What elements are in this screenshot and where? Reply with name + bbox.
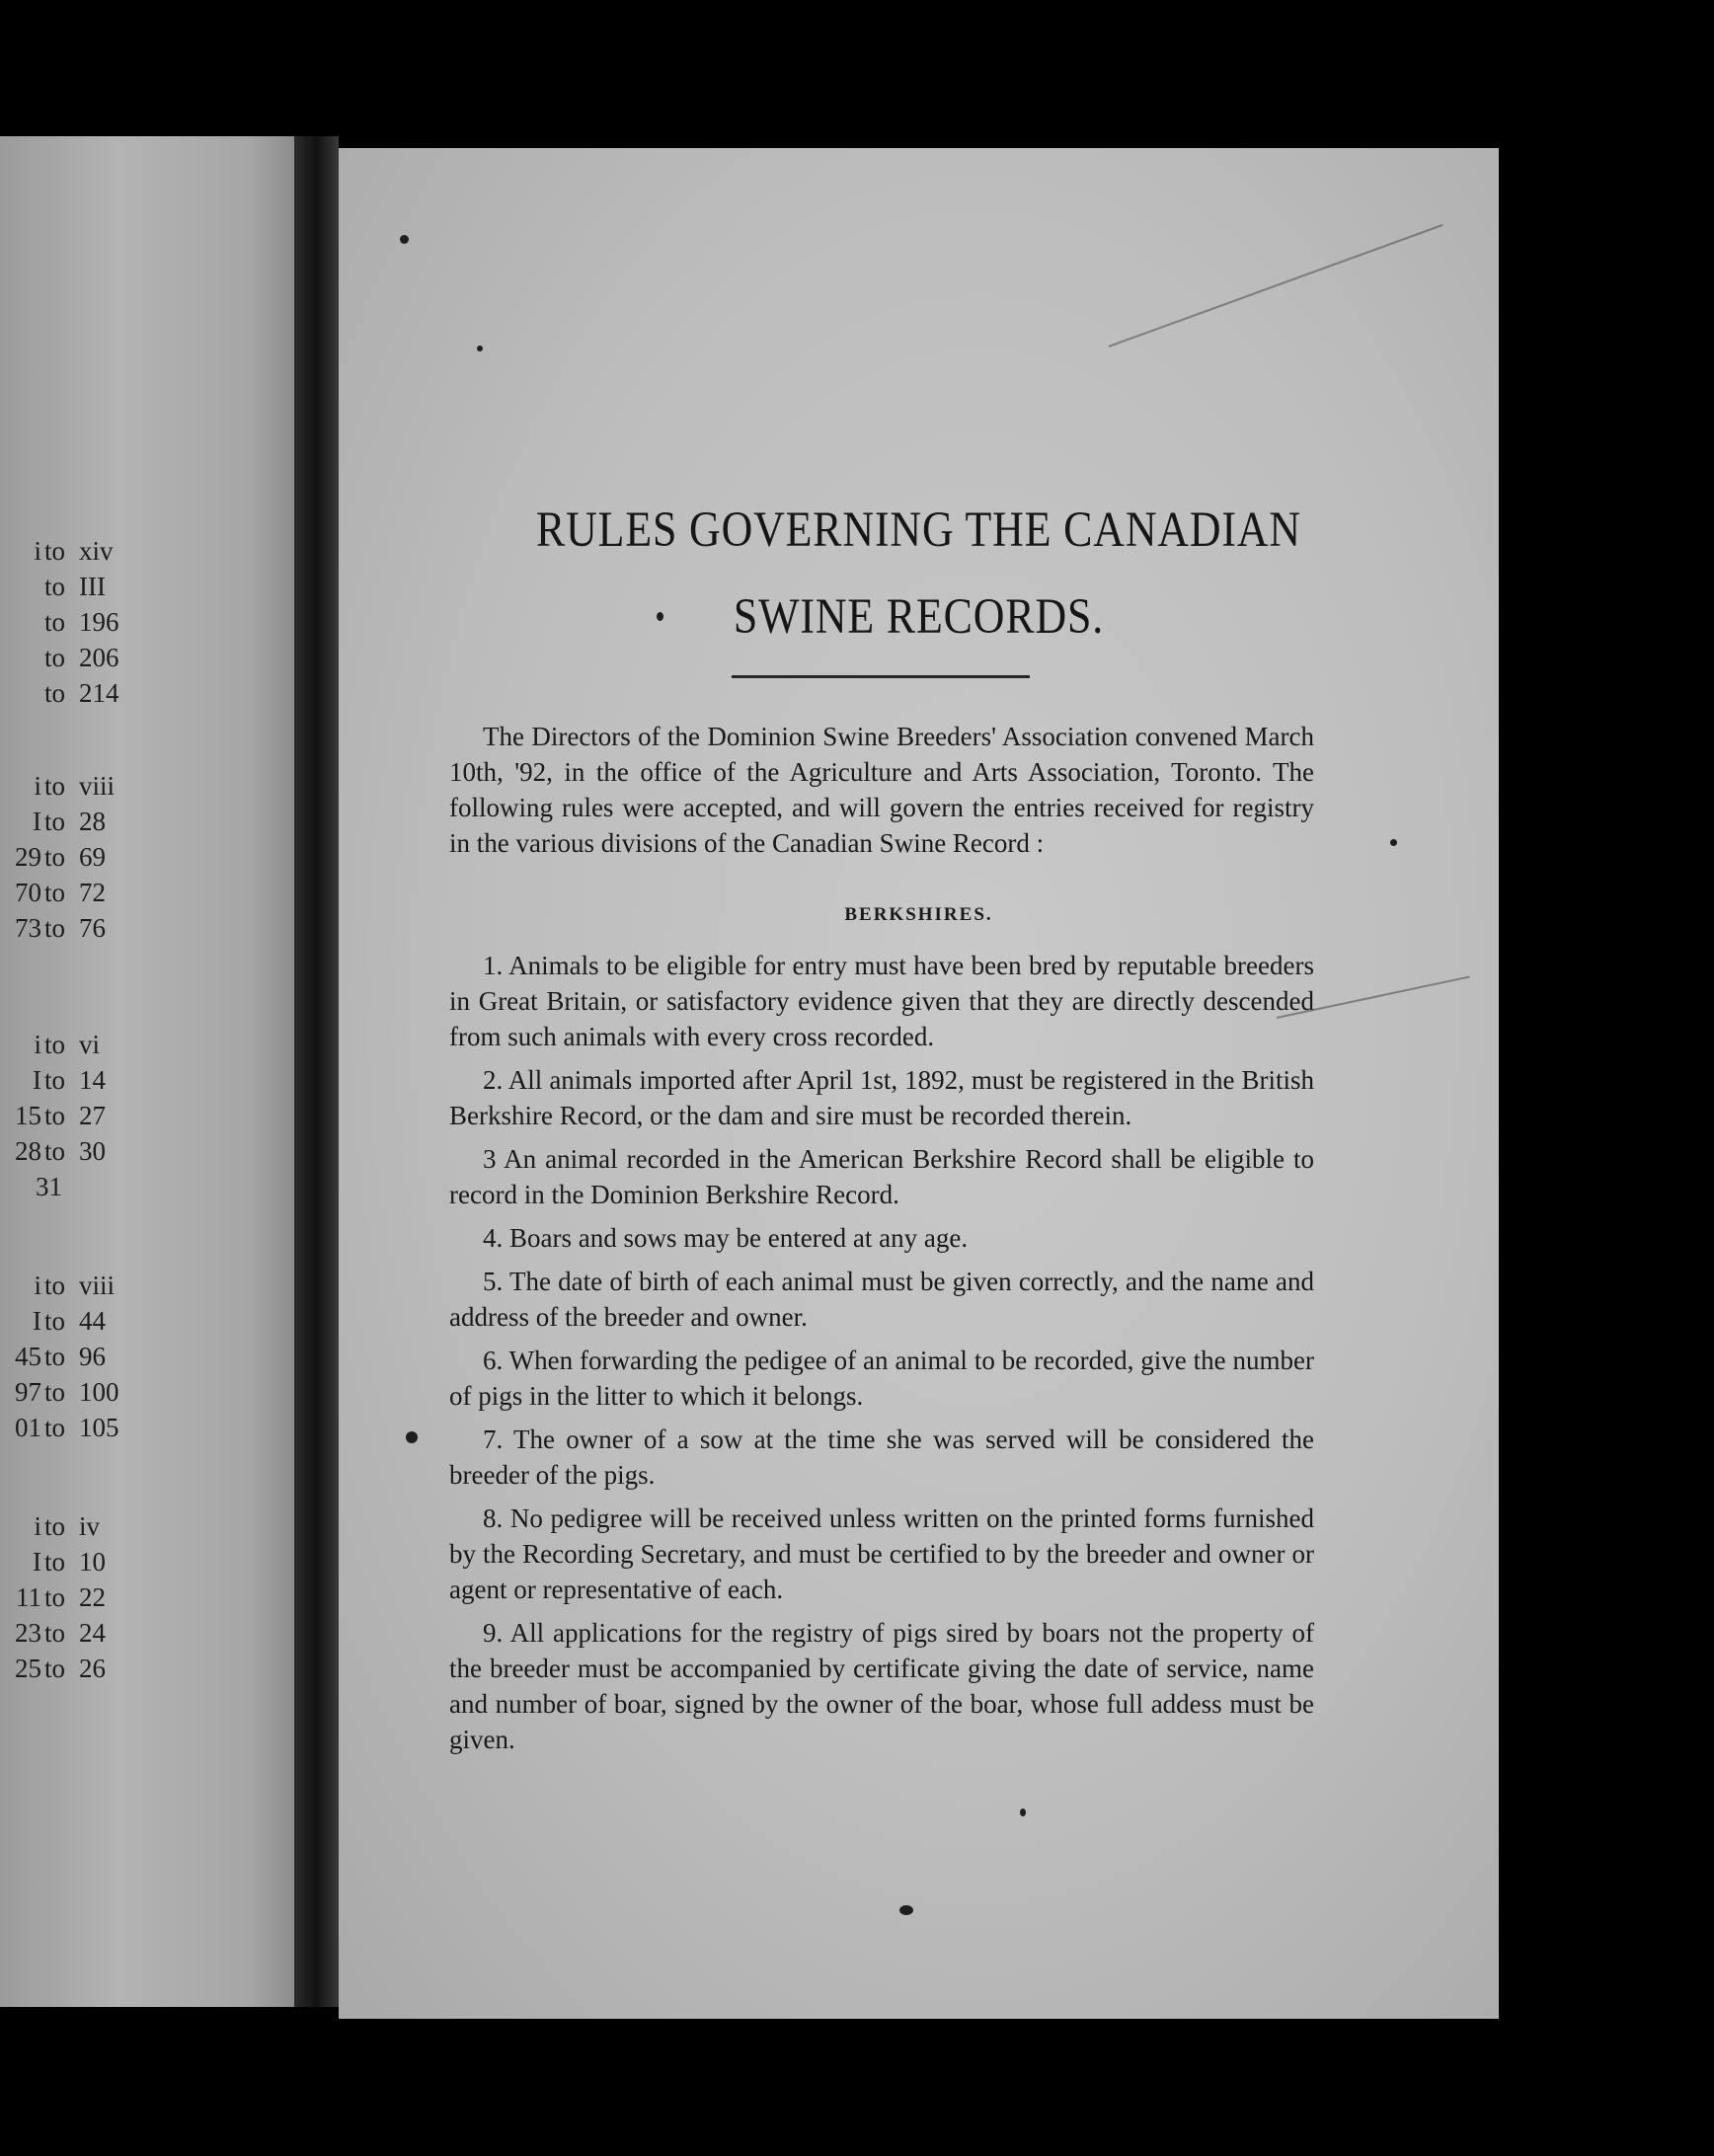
index-end: 69	[79, 842, 106, 872]
rule-item: 2. All animals imported after April 1st, 1892, must be registered in the British Berkshire Record, or the dam and sire must be recorded therein.	[449, 1065, 1314, 1130]
index-to: to	[44, 643, 66, 672]
index-to: to	[44, 1101, 66, 1130]
rule-item: 9. All applications for the registry of pigs sired by boars not the property of the breeder must be accompanied by certificate giving the date of service, name and number of boar, signed by the owner of the boar, whose full addess must be given.	[449, 1618, 1314, 1754]
index-to: to	[44, 536, 66, 566]
index-end: xiv	[79, 536, 114, 566]
scan-scratch	[1109, 224, 1443, 347]
index-row	[0, 1339, 148, 1374]
index-start: i	[34, 771, 41, 801]
index-to: to	[44, 1582, 66, 1612]
index-row	[0, 1651, 148, 1686]
index-to: to	[44, 1377, 66, 1407]
index-row	[0, 604, 148, 640]
index-start: I	[33, 1065, 41, 1095]
index-to: to	[44, 1618, 66, 1648]
index-start: 23	[15, 1618, 41, 1648]
index-end: 214	[79, 678, 119, 708]
index-start: I	[33, 807, 41, 836]
scan-speck	[899, 1905, 913, 1915]
index-end: vi	[79, 1030, 101, 1059]
index-to: to	[44, 913, 66, 943]
index-end: 24	[79, 1618, 106, 1648]
index-row	[0, 1268, 148, 1303]
index-to: to	[44, 1136, 66, 1166]
index-to: to	[44, 1030, 66, 1059]
index-to: to	[44, 678, 66, 708]
rule-item: 8. No pedigree will be received unless written on the printed forms furnished by the Recording Secretary, and must be certified to by the breeder and owner or agent or representative of each.	[449, 1503, 1314, 1604]
index-to: to	[44, 607, 66, 637]
index-end: 22	[79, 1582, 106, 1612]
index-start: 29	[15, 842, 41, 872]
index-row	[0, 839, 148, 875]
index-to: to	[44, 1065, 66, 1095]
index-end: 105	[79, 1413, 119, 1442]
index-row	[0, 533, 148, 569]
index-row	[0, 1169, 148, 1204]
scan-speck	[406, 1431, 418, 1443]
index-end: 28	[79, 807, 106, 836]
title-divider	[732, 675, 1030, 678]
rule-item: 1. Animals to be eligible for entry must have been bred by reputable breeders in Great Britain, or satisfactory evidence given that they are directly descended from such animals with every cross recorded.	[449, 951, 1314, 1051]
index-start: 70	[15, 878, 41, 907]
index-row	[0, 1098, 148, 1133]
index-start: i	[34, 1270, 41, 1300]
index-end: 44	[79, 1306, 106, 1336]
page-title-line-2: SWINE RECORDS.	[733, 589, 1105, 645]
index-end: 72	[79, 878, 106, 907]
index-end: 26	[79, 1654, 106, 1683]
index-start: 25	[15, 1654, 41, 1683]
index-to: to	[44, 1306, 66, 1336]
index-row	[0, 1544, 148, 1579]
index-end: 96	[79, 1342, 106, 1371]
index-group	[0, 1268, 148, 1445]
index-end: 10	[79, 1547, 106, 1577]
index-start: 73	[15, 913, 41, 943]
facing-page-fragment	[0, 136, 294, 2007]
index-to: to	[44, 842, 66, 872]
index-row	[0, 1374, 148, 1410]
index-row	[0, 910, 148, 946]
index-end: 27	[79, 1101, 106, 1130]
index-end: 206	[79, 643, 119, 672]
rules-list	[449, 948, 1314, 1765]
index-group	[0, 1027, 148, 1204]
index-start: 45	[15, 1342, 41, 1371]
rule-item: 3 An animal recorded in the American Berkshire Record shall be eligible to record in the Dominion Berkshire Record.	[449, 1144, 1314, 1209]
index-row	[0, 1615, 148, 1651]
index-row	[0, 675, 148, 711]
index-row	[0, 1062, 148, 1098]
index-to: to	[44, 1654, 66, 1683]
index-row	[0, 1303, 148, 1339]
intro-paragraph: The Directors of the Dominion Swine Breeders' Association convened March 10th, '92, in the office of the Agriculture and Arts Association, Toronto. The following rules were accepted, and will govern the entries received for registry in the various divisions of the Canadian Swine Record :	[449, 722, 1314, 858]
index-start: i	[34, 1030, 41, 1059]
index-row	[0, 875, 148, 910]
index-start: 15	[15, 1101, 41, 1130]
index-start: i	[34, 1511, 41, 1541]
index-row	[0, 1133, 148, 1169]
index-start: i	[34, 536, 41, 566]
index-group	[0, 768, 148, 946]
index-row	[0, 1410, 148, 1445]
index-row	[0, 640, 148, 675]
index-end: 196	[79, 607, 119, 637]
index-end: iv	[79, 1511, 101, 1541]
index-start: I	[33, 1547, 41, 1577]
scan-speck	[657, 612, 663, 621]
index-start: I	[33, 1306, 41, 1336]
index-end: 30	[79, 1136, 106, 1166]
index-start: 11	[16, 1582, 41, 1612]
index-row	[0, 1579, 148, 1615]
index-row	[0, 1027, 148, 1062]
scan-speck	[400, 235, 409, 244]
page-title-line-1: RULES GOVERNING THE CANADIAN	[536, 502, 1301, 558]
section-heading: BERKSHIRES.	[844, 904, 993, 925]
index-row	[0, 569, 148, 604]
index-to: to	[44, 1547, 66, 1577]
index-to: to	[44, 1270, 66, 1300]
index-end: 14	[79, 1065, 106, 1095]
scan-speck	[1020, 1809, 1026, 1816]
rule-item: 6. When forwarding the pedigee of an animal to be recorded, give the number of pigs in the litter to which it belongs.	[449, 1346, 1314, 1411]
index-start: 01	[15, 1413, 41, 1442]
rules-page	[339, 148, 1499, 2019]
index-to: to	[44, 1342, 66, 1371]
index-start: 97	[15, 1377, 41, 1407]
index-end: 76	[79, 913, 106, 943]
rule-item: 5. The date of birth of each animal must be given correctly, and the name and address of the breeder and owner.	[449, 1267, 1314, 1332]
index-to: to	[44, 572, 66, 601]
index-group	[0, 533, 148, 711]
rule-item: 4. Boars and sows may be entered at any age.	[483, 1223, 969, 1253]
index-to: to	[44, 771, 66, 801]
index-group	[0, 1508, 148, 1686]
index-end: 100	[79, 1377, 119, 1407]
index-to: to	[44, 1413, 66, 1442]
index-to: to	[44, 807, 66, 836]
index-end: viii	[79, 1270, 116, 1300]
scan-speck	[1390, 839, 1397, 846]
scan-speck	[477, 346, 483, 351]
index-start: 28	[15, 1136, 41, 1166]
index-row	[0, 768, 148, 804]
index-row	[0, 804, 148, 839]
index-end: viii	[79, 771, 116, 801]
index-to: to	[44, 1511, 66, 1541]
index-to: to	[44, 878, 66, 907]
index-single: 31	[36, 1172, 62, 1201]
index-end: III	[79, 572, 106, 601]
book-gutter	[294, 136, 339, 2007]
rule-item: 7. The owner of a sow at the time she was served will be considered the breeder of the pigs.	[449, 1424, 1314, 1490]
index-row	[0, 1508, 148, 1544]
